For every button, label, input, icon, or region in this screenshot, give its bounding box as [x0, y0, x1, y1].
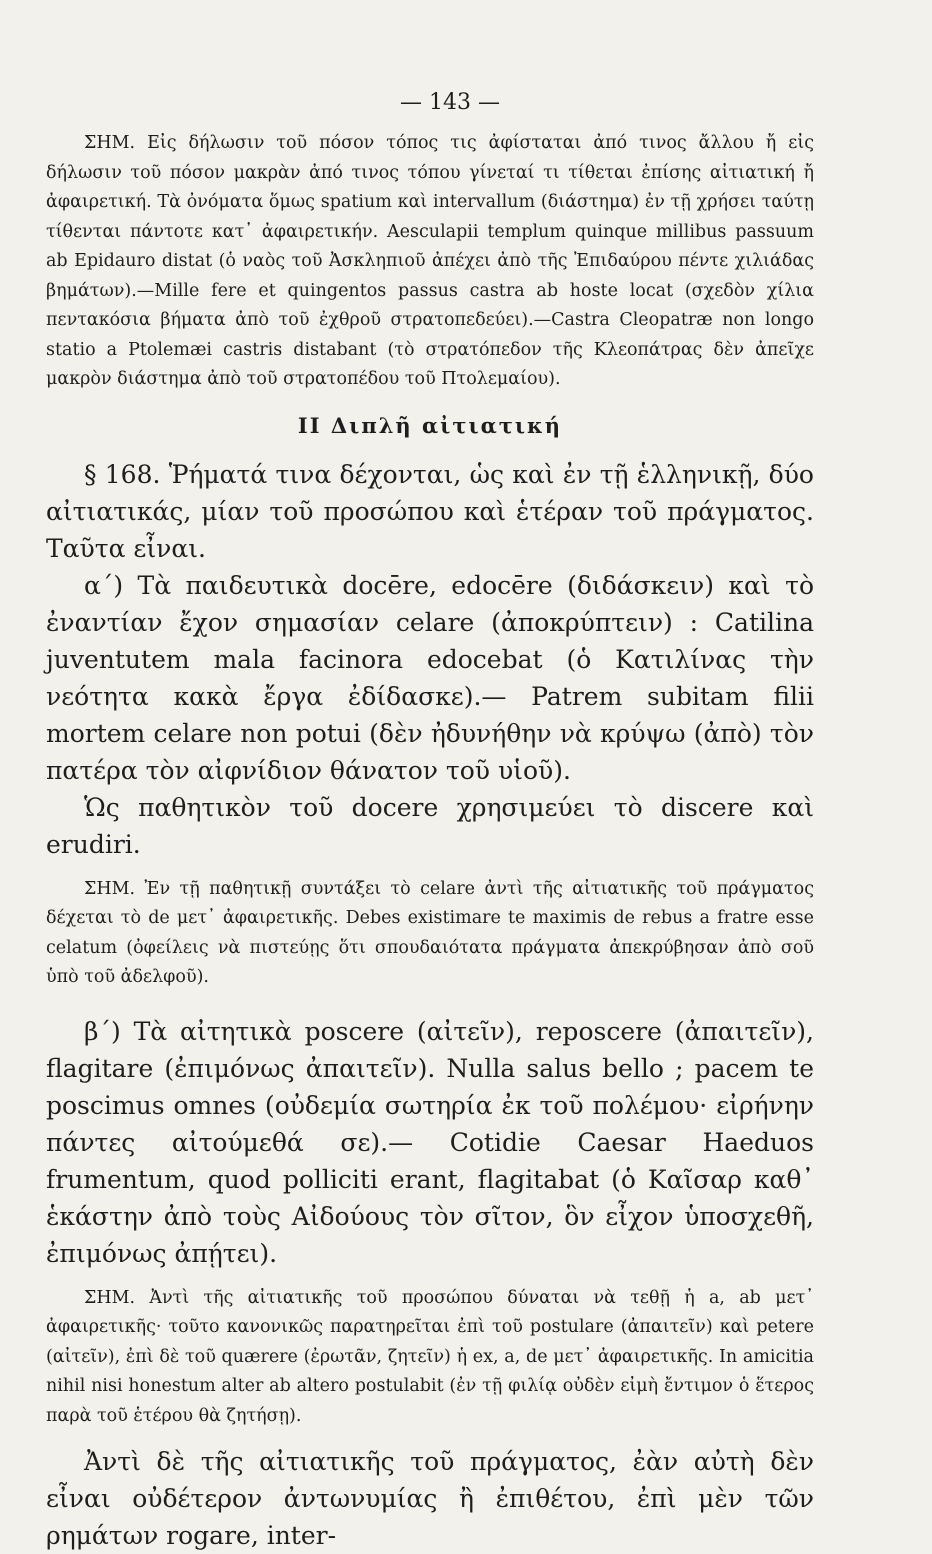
- spacer: [46, 1431, 814, 1443]
- note-text: Ἐν τῇ παθητικῇ συντάξει τὸ celare ἀντὶ τῆς αἰτιατικῆς τοῦ πράγματος δέχεται τὸ de μετ᾽ ἀφαιρετικῆς. Debes existimare te maximis de rebus a fratre esse celatum (ὀφείλεις νὰ πιστεύῃς ὅτι σπουδαιότατα πράγματα ἀπεκρύβησαν ἀπὸ σοῦ ὑπὸ τοῦ ἀδελφοῦ).: [46, 878, 814, 987]
- spacer: [46, 993, 814, 1013]
- paragraph-168: § 168. Ῥήματά τινα δέχονται, ὡς καὶ ἐν τῇ ἑλληνικῇ, δύο αἰτιατικάς, μίαν τοῦ προσώπου καὶ ἑτέραν τοῦ πράγματος. Ταῦτα εἶναι.: [46, 459, 814, 563]
- paragraph-a: α΄) Τὰ παιδευτικὰ docēre, edocēre (διδάσκειν) καὶ τὸ ἐναντίαν ἔχον σημασίαν celare (ἀποκρύπτειν) : Catilina juventutem mala facinora edocebat (ὁ Κατιλίνας τὴν νεότητα κακὰ ἔργα ἐδίδασκε).— Patrem subitam filii mortem celare non potui (δὲν ἠδυνήθην νὰ κρύψω (ἀπὸ) τὸν πατέρα τὸν αἰφνίδιον θάνατον τοῦ υἱοῦ).: [46, 570, 814, 785]
- note-label: ΣΗΜ.: [84, 1287, 136, 1308]
- note-text: Ἀντὶ τῆς αἰτιατικῆς τοῦ προσώπου δύναται νὰ τεθῇ ἡ a, ab μετ᾽ ἀφαιρετικῆς· τοῦτο κανονικῶς παρατηρεῖται ἐπὶ τοῦ postulare (ἀπαιτεῖν) καὶ petere (αἰτεῖν), ἐπὶ δὲ τοῦ quærere (ἐρωτᾶν, ζητεῖν) ἡ ex, a, de μετ᾽ ἀφαιρετικῆς. In amicitia nihil nisi honestum alter ab altero postulabit (ἐν τῇ φιλίᾳ οὐδὲν εἰμὴ ἔντιμον ὁ ἕτερος παρὰ τοῦ ἑτέρου θὰ ζητήσῃ).: [46, 1287, 814, 1426]
- note-paragraph-1: [46, 129, 814, 395]
- note-text: Εἰς δήλωσιν τοῦ πόσον τόπος τις ἀφίσταται ἀπό τινος ἄλλου ἤ εἰς δήλωσιν τοῦ πόσον μακρὰν ἀπό τινος τόπου γίνεταί τι τίθεται ἐπίσης αἰτιατική ἤ ἀφαιρετική. Τὰ ὀνόματα ὅμως spatium καὶ intervallum (διάστημα) ἐν τῇ χρήσει ταύτῃ τίθενται πάντοτε κατ᾽ ἀφαιρετικήν. Aesculapii templum quinque millibus passuum ab Epidauro distat (ὁ ναὸς τοῦ Ἀσκληπιοῦ ἀπέχει ἀπὸ τῆς Ἐπιδαύρου πέντε χιλιάδας βημάτων).—Mille fere et quingentos passus castra ab hoste locat (σχεδὸν χίλια πεντακόσια βήματα ἀπὸ τοῦ ἐχθροῦ στρατοπεδεύει).—Castra Cleopatræ non longo statio a Ptolemæi castris distabant (τὸ στρατόπεδον τῆς Κλεοπάτρας δὲν ἀπεῖχε μακρὸν διάστημα ἀπὸ τοῦ στρατοπέδου τοῦ Πτολεμαίου).: [46, 133, 814, 389]
- paragraph-b: β΄) Τὰ αἰτητικὰ poscere (αἰτεῖν), reposcere (ἀπαιτεῖν), flagitare (ἐπιμόνως ἀπαιτεῖν). Nulla salus bello ; pacem te poscimus omnes (οὐδεμία σωτηρία ἐκ τοῦ πολέμου· εἰρήνην πάντες αἰτούμεθά σε).— Cotidie Caesar Haeduos frumentum, quod polliciti erant, flagitabat (ὁ Καῖσαρ καθ᾽ ἑκάστην ἀπὸ τοὺς Αἰδούους τὸν σῖτον, ὃν εἶχον ὑποσχεθῆ, ἐπιμόνως ἀπῄτει).: [46, 1016, 814, 1268]
- spacer: [46, 863, 814, 875]
- section-heading: ΙΙ Διπλῆ αἰτιατική: [297, 412, 563, 438]
- paragraph-final: Ἀντὶ δὲ τῆς αἰτιατικῆς τοῦ πράγματος, ἐὰν αὐτὴ δὲν εἶναι οὐδέτερον ἀντωνυμίας ἢ ἐπιθέτου, ἐπὶ μὲν τῶν ρημάτων rogare, inter-: [46, 1447, 814, 1550]
- page-number: — 143 —: [400, 90, 500, 115]
- note-paragraph-2: [46, 875, 814, 993]
- note-label: ΣΗΜ.: [84, 133, 136, 153]
- paragraph-passive: Ὡς παθητικὸν τοῦ docere χρησιμεύει τὸ discere καὶ erudiri.: [46, 792, 814, 859]
- note-paragraph-3: [46, 1284, 814, 1432]
- note-label: ΣΗΜ.: [84, 878, 136, 899]
- spacer: [46, 1272, 814, 1284]
